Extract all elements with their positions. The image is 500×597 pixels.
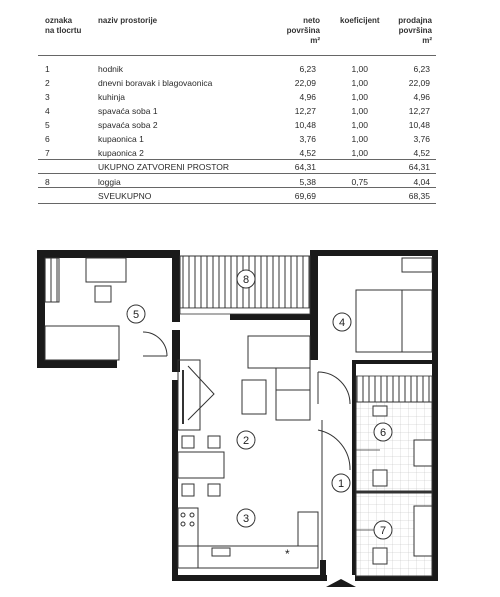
row-koef: 1,00 [351, 64, 368, 74]
header-prodajna: prodajna površina m² [398, 16, 432, 45]
room-num-6: 6 [379, 427, 387, 439]
row-prod: 10,48 [408, 120, 430, 130]
room-num-7: 7 [379, 525, 387, 537]
entrance-arrow-icon [326, 579, 356, 587]
row-name: kupaonica 2 [98, 148, 144, 158]
room-num-1: 1 [337, 478, 345, 490]
row-name: spavaća soba 1 [98, 106, 158, 116]
row-num: 6 [45, 134, 50, 144]
room-num-4: 4 [338, 317, 346, 329]
star-mark: * [285, 547, 290, 561]
row-num: 3 [45, 92, 50, 102]
header-naziv: naziv prostorije [98, 16, 158, 25]
row-prod: 4,04 [413, 177, 430, 187]
room-num-5: 5 [132, 309, 140, 321]
row-prod: 22,09 [408, 78, 430, 88]
row-koef: 1,00 [351, 148, 368, 158]
window-strip [356, 376, 432, 402]
row-neto: 22,09 [294, 78, 316, 88]
total-prod: 68,35 [408, 191, 430, 201]
row-neto: 4,96 [299, 92, 316, 102]
row-prod: 3,76 [413, 134, 430, 144]
row-num: 5 [45, 120, 50, 130]
living-room-furniture [178, 336, 350, 560]
row-name: kuhinja [98, 92, 125, 102]
row-koef: 1,00 [351, 106, 368, 116]
total-neto: 69,69 [294, 191, 316, 201]
row-name: loggia [98, 177, 121, 187]
subtotal-prod: 64,31 [408, 162, 430, 172]
row-name: hodnik [98, 64, 124, 74]
row-neto: 3,76 [299, 134, 316, 144]
row-neto: 5,38 [299, 177, 316, 187]
row-neto: 4,52 [299, 148, 316, 158]
row-prod: 4,52 [413, 148, 430, 158]
room-num-3: 3 [242, 513, 250, 525]
row-neto: 10,48 [294, 120, 316, 130]
row-koef: 0,75 [351, 177, 368, 187]
total-label: SVEUKUPNO [98, 191, 152, 201]
row-neto: 12,27 [294, 106, 316, 116]
row-name: spavaća soba 2 [98, 120, 158, 130]
row-num: 2 [45, 78, 50, 88]
row-name: dnevni boravak i blagovaonica [98, 78, 213, 88]
row-prod: 12,27 [408, 106, 430, 116]
row-koef: 1,00 [351, 92, 368, 102]
header-oznaka: oznaka na tlocrtu [45, 16, 82, 35]
row-prod: 6,23 [413, 64, 430, 74]
row-num: 7 [45, 148, 50, 158]
header-koeficijent: koeficijent [340, 16, 380, 25]
room-num-8: 8 [242, 274, 250, 286]
row-koef: 1,00 [351, 134, 368, 144]
row-num: 4 [45, 106, 50, 116]
subtotal-label: UKUPNO ZATVORENI PROSTOR [98, 162, 229, 172]
room-num-2: 2 [242, 435, 250, 447]
row-name: kupaonica 1 [98, 134, 144, 144]
row-num: 1 [45, 64, 50, 74]
row-neto: 6,23 [299, 64, 316, 74]
row-koef: 1,00 [351, 78, 368, 88]
bedroom-2-furniture [45, 258, 167, 360]
row-koef: 1,00 [351, 120, 368, 130]
header-neto: neto površina m² [286, 16, 320, 45]
subtotal-neto: 64,31 [294, 162, 316, 172]
bathrooms [356, 402, 432, 576]
row-num: 8 [45, 177, 50, 187]
row-prod: 4,96 [413, 92, 430, 102]
